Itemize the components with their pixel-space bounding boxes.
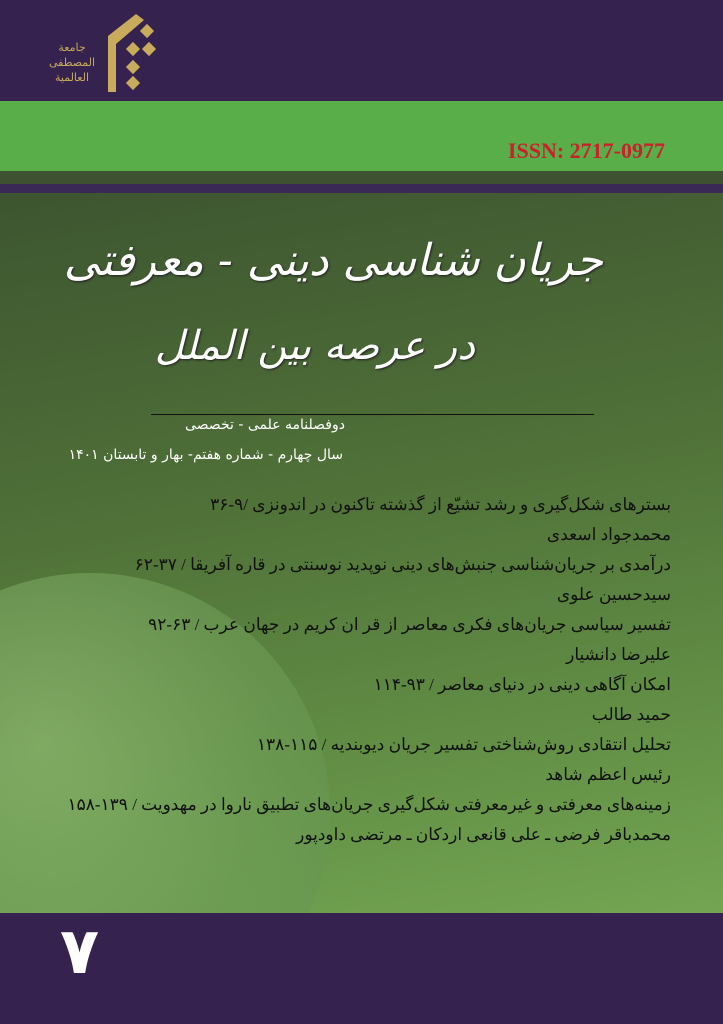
article-authors: محمدباقر فرضی ـ علی قانعی اردکان ـ مرتضی داودپور [296,825,671,844]
divider-band [0,171,723,184]
journal-title: جریان شناسی دینی - معرفتی [63,235,603,286]
table-of-contents [67,490,671,850]
journal-title-line2: در عرصه بین الملل [154,323,475,369]
article-title: زمینه‌های معرفتی و غیرمعرفتی شکل‌گیری جریان‌های تطبیق ناروا در مهدویت / ۱۳۹-۱۵۸ [67,795,671,814]
title-rule [151,414,594,415]
journal-type: دوفصلنامه علمی - تخصصی [185,417,345,433]
divider-stripe [0,184,723,193]
article-authors: رئیس اعظم شاهد [545,765,671,784]
article-authors: علیرضا دانشیار [566,645,671,664]
issn: ISSN: 2717-0977 [507,138,665,163]
header-band [0,0,723,101]
article-authors: محمدجواد اسعدی [546,525,671,544]
article-title: بسترهای شکل‌گیری و رشد تشیّع از گذشته تاکنون در اندونزی /۹-۳۶ [210,495,671,514]
issue-number: ۷ [60,915,100,989]
article-title: درآمدی بر جریان‌شناسی جنبش‌های دینی نوپدید نوسنتی در قاره آفریقا / ۳۷-۶۲ [134,555,671,574]
article-authors: حمید طالب [591,705,671,724]
publisher-logo-text: جامعة المصطفى العالمية [48,41,96,84]
article-title: تفسیر سیاسی جریان‌های فکری معاصر از قر ان کریم در جهان عرب / ۶۳-۹۲ [148,615,671,634]
issue-info: سال چهارم - شماره هفتم- بهار و تابستان ۱۴۰۱ [68,447,343,463]
publisher-logo-icon [108,14,158,92]
footer-band [0,913,723,1024]
article-title: امکان آگاهی دینی در دنیای معاصر / ۹۳-۱۱۴ [373,675,671,694]
article-title: تحلیل انتقادی روش‌شناختی تفسیر جریان دیوبندیه / ۱۱۵-۱۳۸ [256,735,671,754]
article-authors: سیدحسین علوی [556,585,671,604]
